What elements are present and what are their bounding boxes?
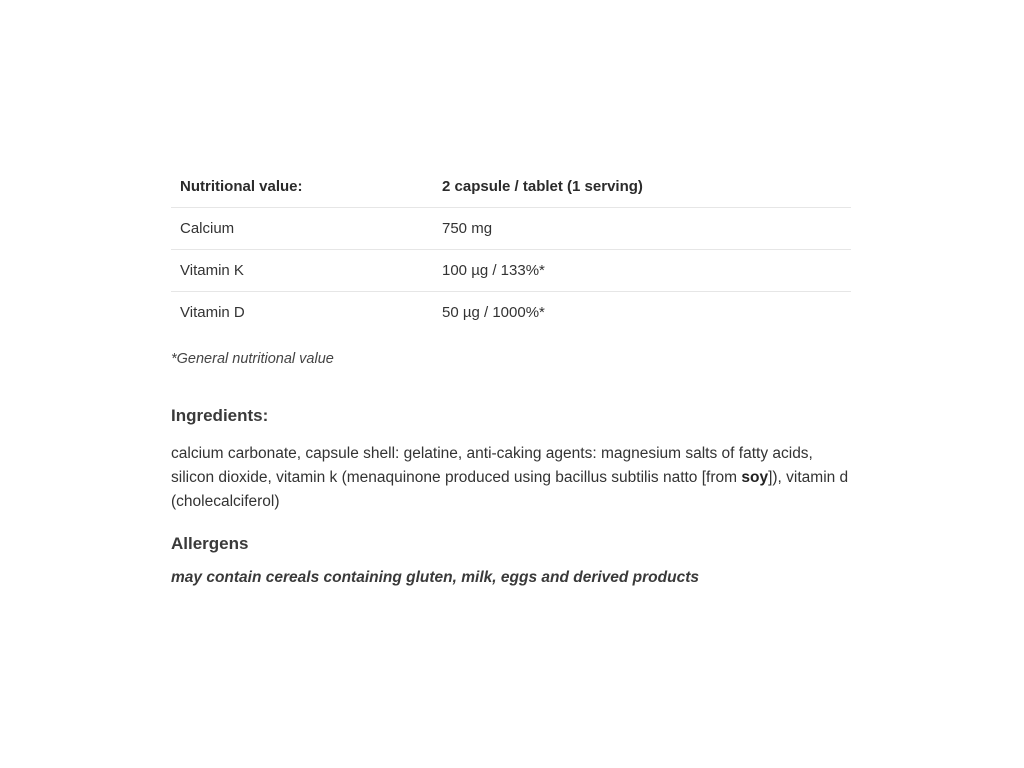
column-header-nutrient: Nutritional value: (171, 166, 433, 208)
nutrient-name: Vitamin K (171, 250, 433, 292)
product-info (171, 166, 851, 587)
nutrient-name: Vitamin D (180, 304, 245, 321)
ingredients-text-part: ]), vitamin d (cholecalciferol) (171, 469, 849, 510)
allergen-highlight: soy (741, 469, 769, 486)
ingredients-heading: Ingredients: (171, 406, 269, 425)
allergens-text: may contain cereals containing gluten, milk, eggs and derived products (171, 569, 699, 586)
ingredients-text (171, 442, 851, 514)
allergens-heading: Allergens (171, 534, 249, 553)
nutrition-table (171, 166, 851, 333)
table-row (171, 208, 851, 250)
nutrient-name: Calcium (171, 208, 433, 250)
nutrient-amount: 750 mg (433, 208, 851, 250)
table-row (171, 292, 851, 334)
table-row (171, 250, 851, 292)
nutrient-amount: 50 µg / 1000%* (442, 304, 545, 321)
column-header-serving: 2 capsule / tablet (1 serving) (433, 166, 851, 208)
ingredients-text-part: calcium carbonate, capsule shell: gelatine, anti-caking agents: magnesium salts of fatty acids, silicon dioxide, vitamin k (menaquinone produced using bacillus subtilis natto [from (171, 445, 813, 486)
table-header-row (171, 166, 851, 208)
nutrition-footnote: *General nutritional value (171, 351, 334, 367)
nutrient-amount: 100 µg / 133%* (433, 250, 851, 292)
